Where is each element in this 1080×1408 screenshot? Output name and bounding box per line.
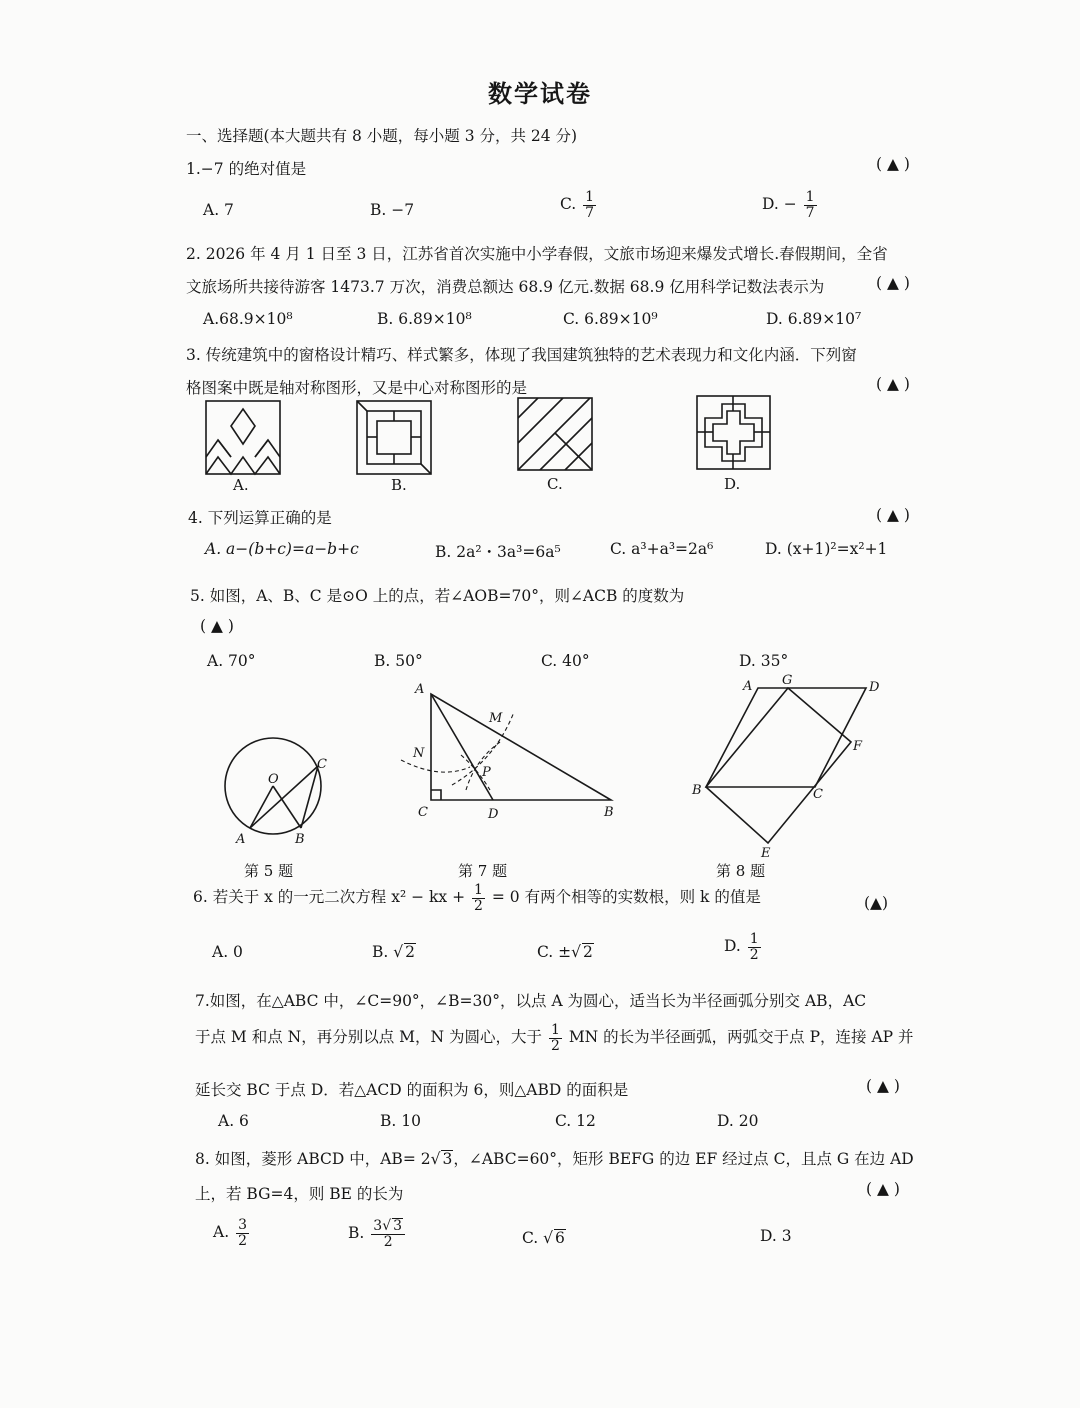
q2-line2: 文旅场所共接待游客 1473.7 万次，消费总额达 68.9 亿元.数据 68.9 亿用科学记数法表示为	[186, 278, 825, 296]
fig8-rectangle-befg	[706, 688, 851, 843]
q2-option-c: C. 6.89×10⁹	[563, 310, 658, 328]
q5-option-b: B. 50°	[374, 652, 423, 670]
q8-option-d: D. 3	[760, 1227, 792, 1245]
q4-option-c: C. a³+a³=2a⁶	[610, 540, 714, 558]
q6-frac-num: 1	[474, 882, 483, 898]
q8-line1-radicand: 3	[442, 1150, 453, 1168]
q1-stem: 1.−7 的绝对值是	[186, 160, 307, 178]
q6-stem-pre: 6. 若关于 x 的一元二次方程 x² − kx +	[193, 888, 466, 907]
fig5-segment-oa	[250, 786, 273, 828]
q8-c-radicand: 6	[555, 1229, 565, 1247]
q8-line2: 上，若 BG=4，则 BE 的长为	[195, 1185, 404, 1203]
q5-option-d: D. 35°	[739, 652, 789, 670]
fig5-segment-bc	[301, 766, 318, 828]
q6-option-c: C. ±√ 2	[537, 943, 593, 961]
fig7-label-a: A	[415, 682, 425, 697]
q8-a-fraction	[236, 1218, 249, 1248]
q7-line2-pre: 于点 M 和点 N，再分别以点 M，N 为圆心，大于	[195, 1028, 543, 1047]
q6-option-d	[724, 932, 763, 962]
q1-option-a: A. 7	[203, 201, 234, 219]
q5-stem: 5. 如图，A、B、C 是⊙O 上的点，若∠AOB=70°，则∠ACB 的度数为	[190, 587, 685, 605]
q8-a-prefix: A.	[213, 1223, 230, 1242]
q6-b-radicand: 2	[405, 943, 416, 961]
q3-line2: 格图案中既是轴对称图形，又是中心对称图形的是	[186, 379, 528, 397]
q4-stem: 4. 下列运算正确的是	[188, 509, 332, 527]
q6-answer-mark: (▲)	[864, 894, 889, 912]
q4-answer-mark: ( ▲ )	[876, 506, 910, 524]
q7-option-b: B. 10	[380, 1112, 421, 1130]
fig7-label-n: N	[413, 746, 425, 761]
q8-line1: 8. 如图，菱形 ABCD 中，AB= 2√ 3，∠ABC=60°，矩形 BEFG 的边 EF 经过点 C，且点 G 在边 AD	[195, 1150, 914, 1168]
q8-b-num-coef: 3	[373, 1218, 383, 1234]
q1-c-num: 1	[585, 189, 595, 205]
q1-answer-mark: ( ▲ )	[876, 155, 910, 173]
q8-a-num: 3	[238, 1217, 247, 1233]
q3-label-a: A.	[233, 476, 249, 494]
fig7-label-d: D	[488, 807, 499, 822]
q6-d-num: 1	[749, 931, 759, 947]
fig5-label-o: O	[268, 772, 279, 787]
fig5-label-b: B	[295, 832, 305, 847]
q1-option-b: B. −7	[370, 201, 415, 219]
q8-b-prefix: B.	[348, 1224, 365, 1243]
q6-d-prefix: D.	[724, 937, 741, 956]
q4-option-a: A. a−(b+c)=a−b+c	[205, 540, 359, 558]
fig5-label-a: A	[236, 832, 246, 847]
q8-a-den: 2	[238, 1232, 247, 1249]
q8-b-num-radicand: 3	[393, 1218, 403, 1234]
q4-option-d: D. (x+1)²=x²+1	[765, 540, 888, 558]
q8-option-b	[348, 1218, 407, 1250]
q5-answer-mark: ( ▲ )	[200, 617, 234, 635]
q3-label-c: C.	[547, 475, 563, 493]
fig8-rhombus-abcd	[706, 688, 866, 787]
q6-c-radicand: 2	[583, 943, 593, 961]
fig8-label-g: G	[782, 673, 793, 688]
q7-line2	[195, 1023, 914, 1053]
figure-8-rhombus	[706, 688, 866, 843]
figure-7-triangle	[431, 694, 611, 800]
q3-line1: 3. 传统建筑中的窗格设计精巧、样式繁多，体现了我国建筑独特的艺术表现力和文化内涵．下列窗	[186, 346, 857, 364]
q8-line1-post: ，∠ABC=60°，矩形 BEFG 的边 EF 经过点 C，且点 G 在边 AD	[453, 1150, 914, 1168]
q1-d-den: 7	[805, 204, 815, 221]
q5-option-a: A. 70°	[207, 652, 256, 670]
q7-option-a: A. 6	[218, 1112, 249, 1130]
fig5-label-c: C	[317, 757, 327, 772]
q2-option-d: D. 6.89×10⁷	[766, 310, 862, 328]
q6-d-fraction	[748, 932, 761, 962]
fig7-segment-ad	[431, 694, 493, 800]
fig8-label-a: A	[743, 679, 753, 694]
q4-option-b: B. 2a²・3a³=6a⁵	[435, 543, 561, 561]
q8-b-num: 3√ 3	[371, 1218, 405, 1235]
q7-frac-den: 2	[550, 1037, 560, 1054]
q1-c-prefix: C.	[560, 195, 577, 214]
q2-line1: 2. 2026 年 4 月 1 日至 3 日，江苏省首次实施中小学春假，文旅市场迎来爆发式增长.春假期间，全省	[186, 245, 888, 263]
fig7-label-b: B	[604, 805, 614, 820]
q8-b-fraction	[371, 1218, 405, 1250]
fig8-label-b: B	[692, 783, 702, 798]
fig8-label-c: C	[813, 787, 823, 802]
q8-option-c: C. √ 6	[522, 1229, 565, 1247]
q1-d-prefix: D. −	[762, 195, 797, 214]
q6-option-a: A. 0	[212, 943, 243, 961]
section-heading: 一、选择题(本大题共有 8 小题，每小题 3 分，共 24 分)	[186, 127, 578, 145]
q2-answer-mark: ( ▲ )	[876, 274, 910, 292]
fig5-segment-ob	[273, 786, 301, 828]
q7-line2-post: MN 的长为半径画弧，两弧交于点 P，连接 AP 并	[568, 1028, 914, 1047]
page-title: 数学试卷	[488, 79, 592, 108]
fig8-label-f: F	[853, 739, 863, 754]
fig7-label-c: C	[418, 805, 428, 820]
q6-d-den: 2	[749, 946, 759, 963]
fig5-caption: 第 5 题	[244, 862, 294, 880]
q5-option-c: C. 40°	[541, 652, 590, 670]
q6-c-prefix: C. ±	[537, 943, 572, 961]
q6-fraction	[472, 883, 485, 913]
fig8-label-d: D	[869, 680, 880, 695]
q7-line3: 延长交 BC 于点 D．若△ACD 的面积为 6，则△ABD 的面积是	[195, 1081, 629, 1099]
q6-stem-post: = 0 有两个相等的实数根，则 k 的值是	[491, 888, 761, 907]
q8-line1-pre: 8. 如图，菱形 ABCD 中，AB= 2	[195, 1150, 431, 1168]
q8-answer-mark: ( ▲ )	[866, 1180, 900, 1198]
q3-label-d: D.	[724, 475, 741, 493]
q6-frac-den: 2	[474, 897, 483, 914]
fig8-label-e: E	[761, 846, 771, 861]
q2-option-b: B. 6.89×10⁸	[377, 310, 472, 328]
q1-c-den: 7	[585, 204, 595, 221]
q8-c-prefix: C.	[522, 1229, 539, 1247]
fig7-right-angle	[431, 790, 441, 800]
q7-answer-mark: ( ▲ )	[866, 1077, 900, 1095]
q6-stem	[193, 883, 761, 913]
q7-option-c: C. 12	[555, 1112, 596, 1130]
q7-option-d: D. 20	[717, 1112, 759, 1130]
q6-option-b: B. √ 2	[372, 943, 416, 961]
fig7-caption: 第 7 题	[458, 862, 508, 880]
q2-option-a: A.68.9×10⁸	[203, 310, 293, 328]
q6-b-prefix: B.	[372, 943, 389, 961]
q7-line1: 7.如图，在△ABC 中，∠C=90°，∠B=30°，以点 A 为圆心，适当长为半径画弧分别交 AB，AC	[195, 992, 867, 1010]
fig7-label-m: M	[489, 711, 503, 726]
q8-option-a	[213, 1218, 251, 1248]
q7-frac-num: 1	[550, 1022, 560, 1038]
q7-fraction	[549, 1023, 562, 1053]
q3-label-b: B.	[391, 476, 407, 494]
q1-d-num: 1	[805, 189, 815, 205]
q3-answer-mark: ( ▲ )	[876, 375, 910, 393]
fig7-label-p: P	[482, 765, 491, 780]
fig7-triangle-abc	[431, 694, 611, 800]
fig7-arc-1	[401, 760, 470, 772]
fig8-caption: 第 8 题	[716, 862, 766, 880]
q8-b-den: 2	[383, 1234, 393, 1251]
